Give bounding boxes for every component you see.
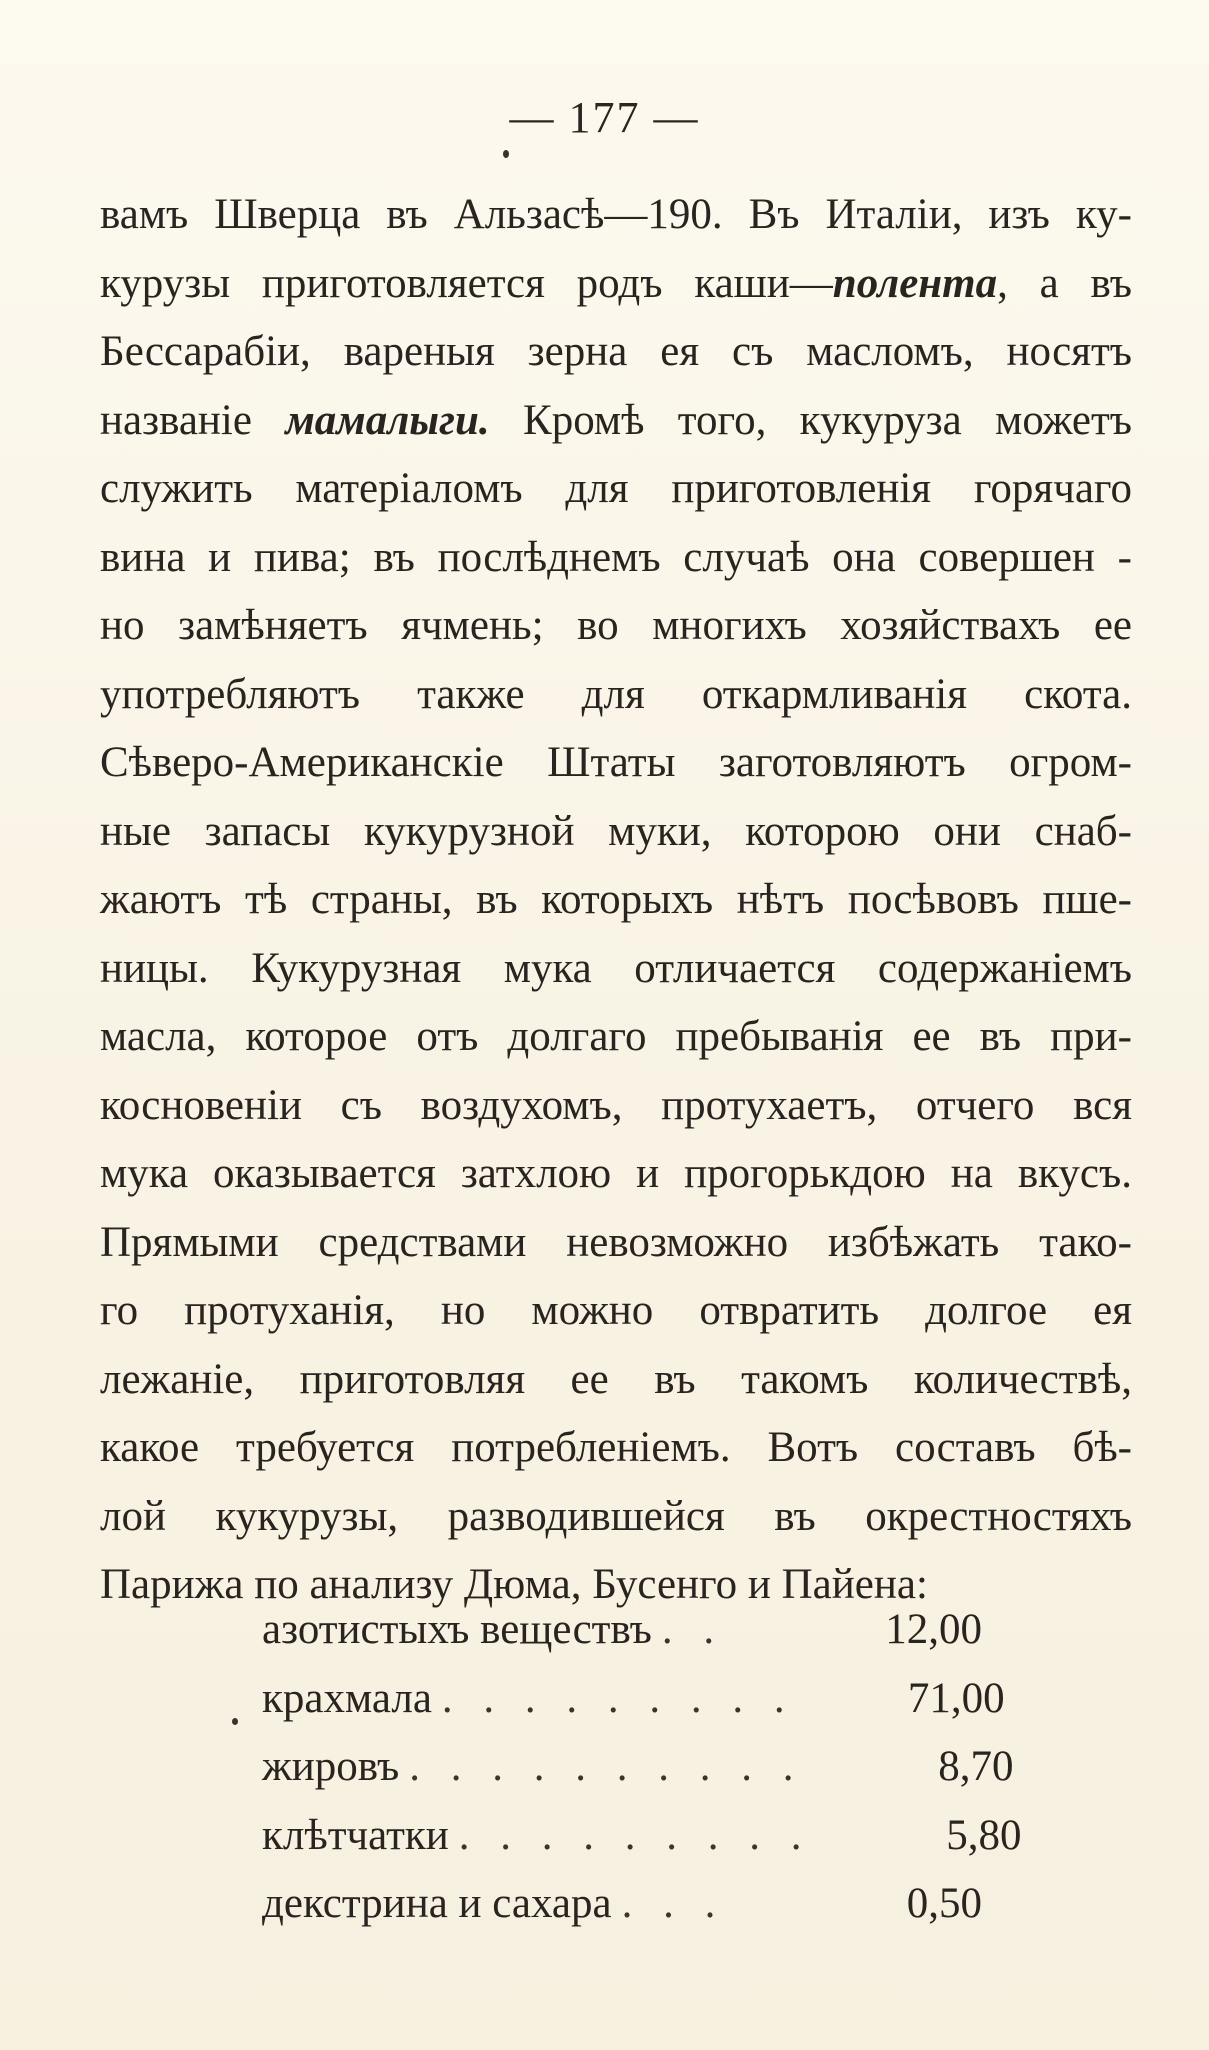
dot-leader: . . [661,1606,725,1653]
text-line [100,592,1132,661]
line-text: Бессарабіи, вареныя зерна ея съ масломъ, носятъ [100,328,1132,375]
component-value: 5,80 [946,1811,1022,1859]
text-line [100,1277,1132,1346]
line-text: вина и пива; въ послѣднемъ случаѣ она совершен - [100,533,1132,581]
line-text: масла, которое отъ долгаго пребыванія ее въ при- [100,1013,1132,1060]
line-text: названіе [100,396,286,444]
text-line [100,524,1132,593]
component-value: 8,70 [938,1743,1014,1790]
text-line [100,1209,1132,1278]
text-line [100,1140,1132,1209]
text-line [100,935,1132,1004]
line-text: вамъ Шверца въ Альзасѣ—190. Въ Италіи, изъ ку- [100,191,1132,238]
italic-term: мамалыги. [285,396,490,444]
line-text-after: , а въ [997,259,1132,307]
dot-leader: . . . . . . . . . [458,1811,812,1859]
line-text: мука оказывается затхлою и прогорькдою на вкусъ. [100,1150,1132,1197]
line-text: ницы. Кукурузная мука отличается содержаніемъ [100,944,1132,992]
component-name: азотистыхъ веществъ [262,1606,652,1653]
text-line [100,455,1132,524]
text-line [100,866,1132,935]
italic-term: полента [832,259,998,307]
text-line [100,387,1132,456]
body-text [100,181,1132,1620]
table-row [262,1733,1014,1802]
component-name: крахмала [262,1674,432,1722]
component-value: 71,00 [907,1674,1005,1722]
text-line [100,1346,1132,1415]
line-text: лежаніе, приготовляя ее въ такомъ количествѣ, [100,1355,1132,1403]
line-text: косновеніи съ воздухомъ, протухаетъ, отчего вся [100,1081,1132,1129]
text-line [100,729,1132,798]
line-text-after: Кромѣ того, кукуруза можетъ [489,396,1132,444]
line-text: курузы приготовляется родъ каши— [100,259,833,307]
dot-leader: . . . . . . . . . . [409,1743,804,1790]
composition-table [262,1596,1022,1939]
component-name: декстрина и сахара [262,1880,612,1927]
text-line [100,798,1132,867]
table-row [262,1596,982,1665]
text-line [100,1483,1132,1552]
table-row [262,1870,982,1939]
line-text: жаютъ тѣ страны, въ которыхъ нѣтъ посѣвовъ пше- [100,876,1132,923]
line-text: го протуханія, но можно отвратить долгое ея [100,1287,1132,1334]
text-line [100,1003,1132,1072]
text-line [100,181,1132,250]
text-line [100,250,1132,319]
line-text: Прямыми средствами невозможно избѣжать тако- [100,1218,1132,1266]
dot-leader: . . . . . . . . . [441,1674,795,1722]
line-text: Парижа по анализу Дюма, Бусенго и Пайена: [100,1561,928,1608]
ink-speck [232,1718,238,1725]
text-line [100,1414,1132,1483]
text-line [100,661,1132,730]
line-text: лой кукурузы, разводившейся въ окрестностяхъ [100,1492,1132,1540]
text-line [100,318,1132,387]
component-value: 0,50 [906,1880,982,1927]
line-text: какое требуется потребленіемъ. Вотъ составъ бѣ- [100,1424,1132,1471]
line-text: употребляютъ также для откармливанія скота. [100,670,1132,718]
line-text: служить матеріаломъ для приготовленія горячаго [100,465,1132,512]
component-name: клѣтчатки [262,1811,449,1859]
component-name: жировъ [262,1743,400,1790]
page-number: — 177 — [509,93,700,142]
line-text: но замѣняетъ ячмень; во многихъ хозяйствахъ ее [100,602,1132,649]
line-text: ные запасы кукурузной муки, которою они снаб- [100,807,1132,855]
line-text: Сѣверо-Американскіе Штаты заготовляютъ огром- [100,739,1132,786]
ink-speck [503,150,509,158]
text-line [100,1072,1132,1141]
dot-leader: . . . [621,1880,726,1927]
table-row [262,1665,1005,1734]
component-value: 12,00 [885,1606,982,1653]
table-row [262,1802,1022,1871]
